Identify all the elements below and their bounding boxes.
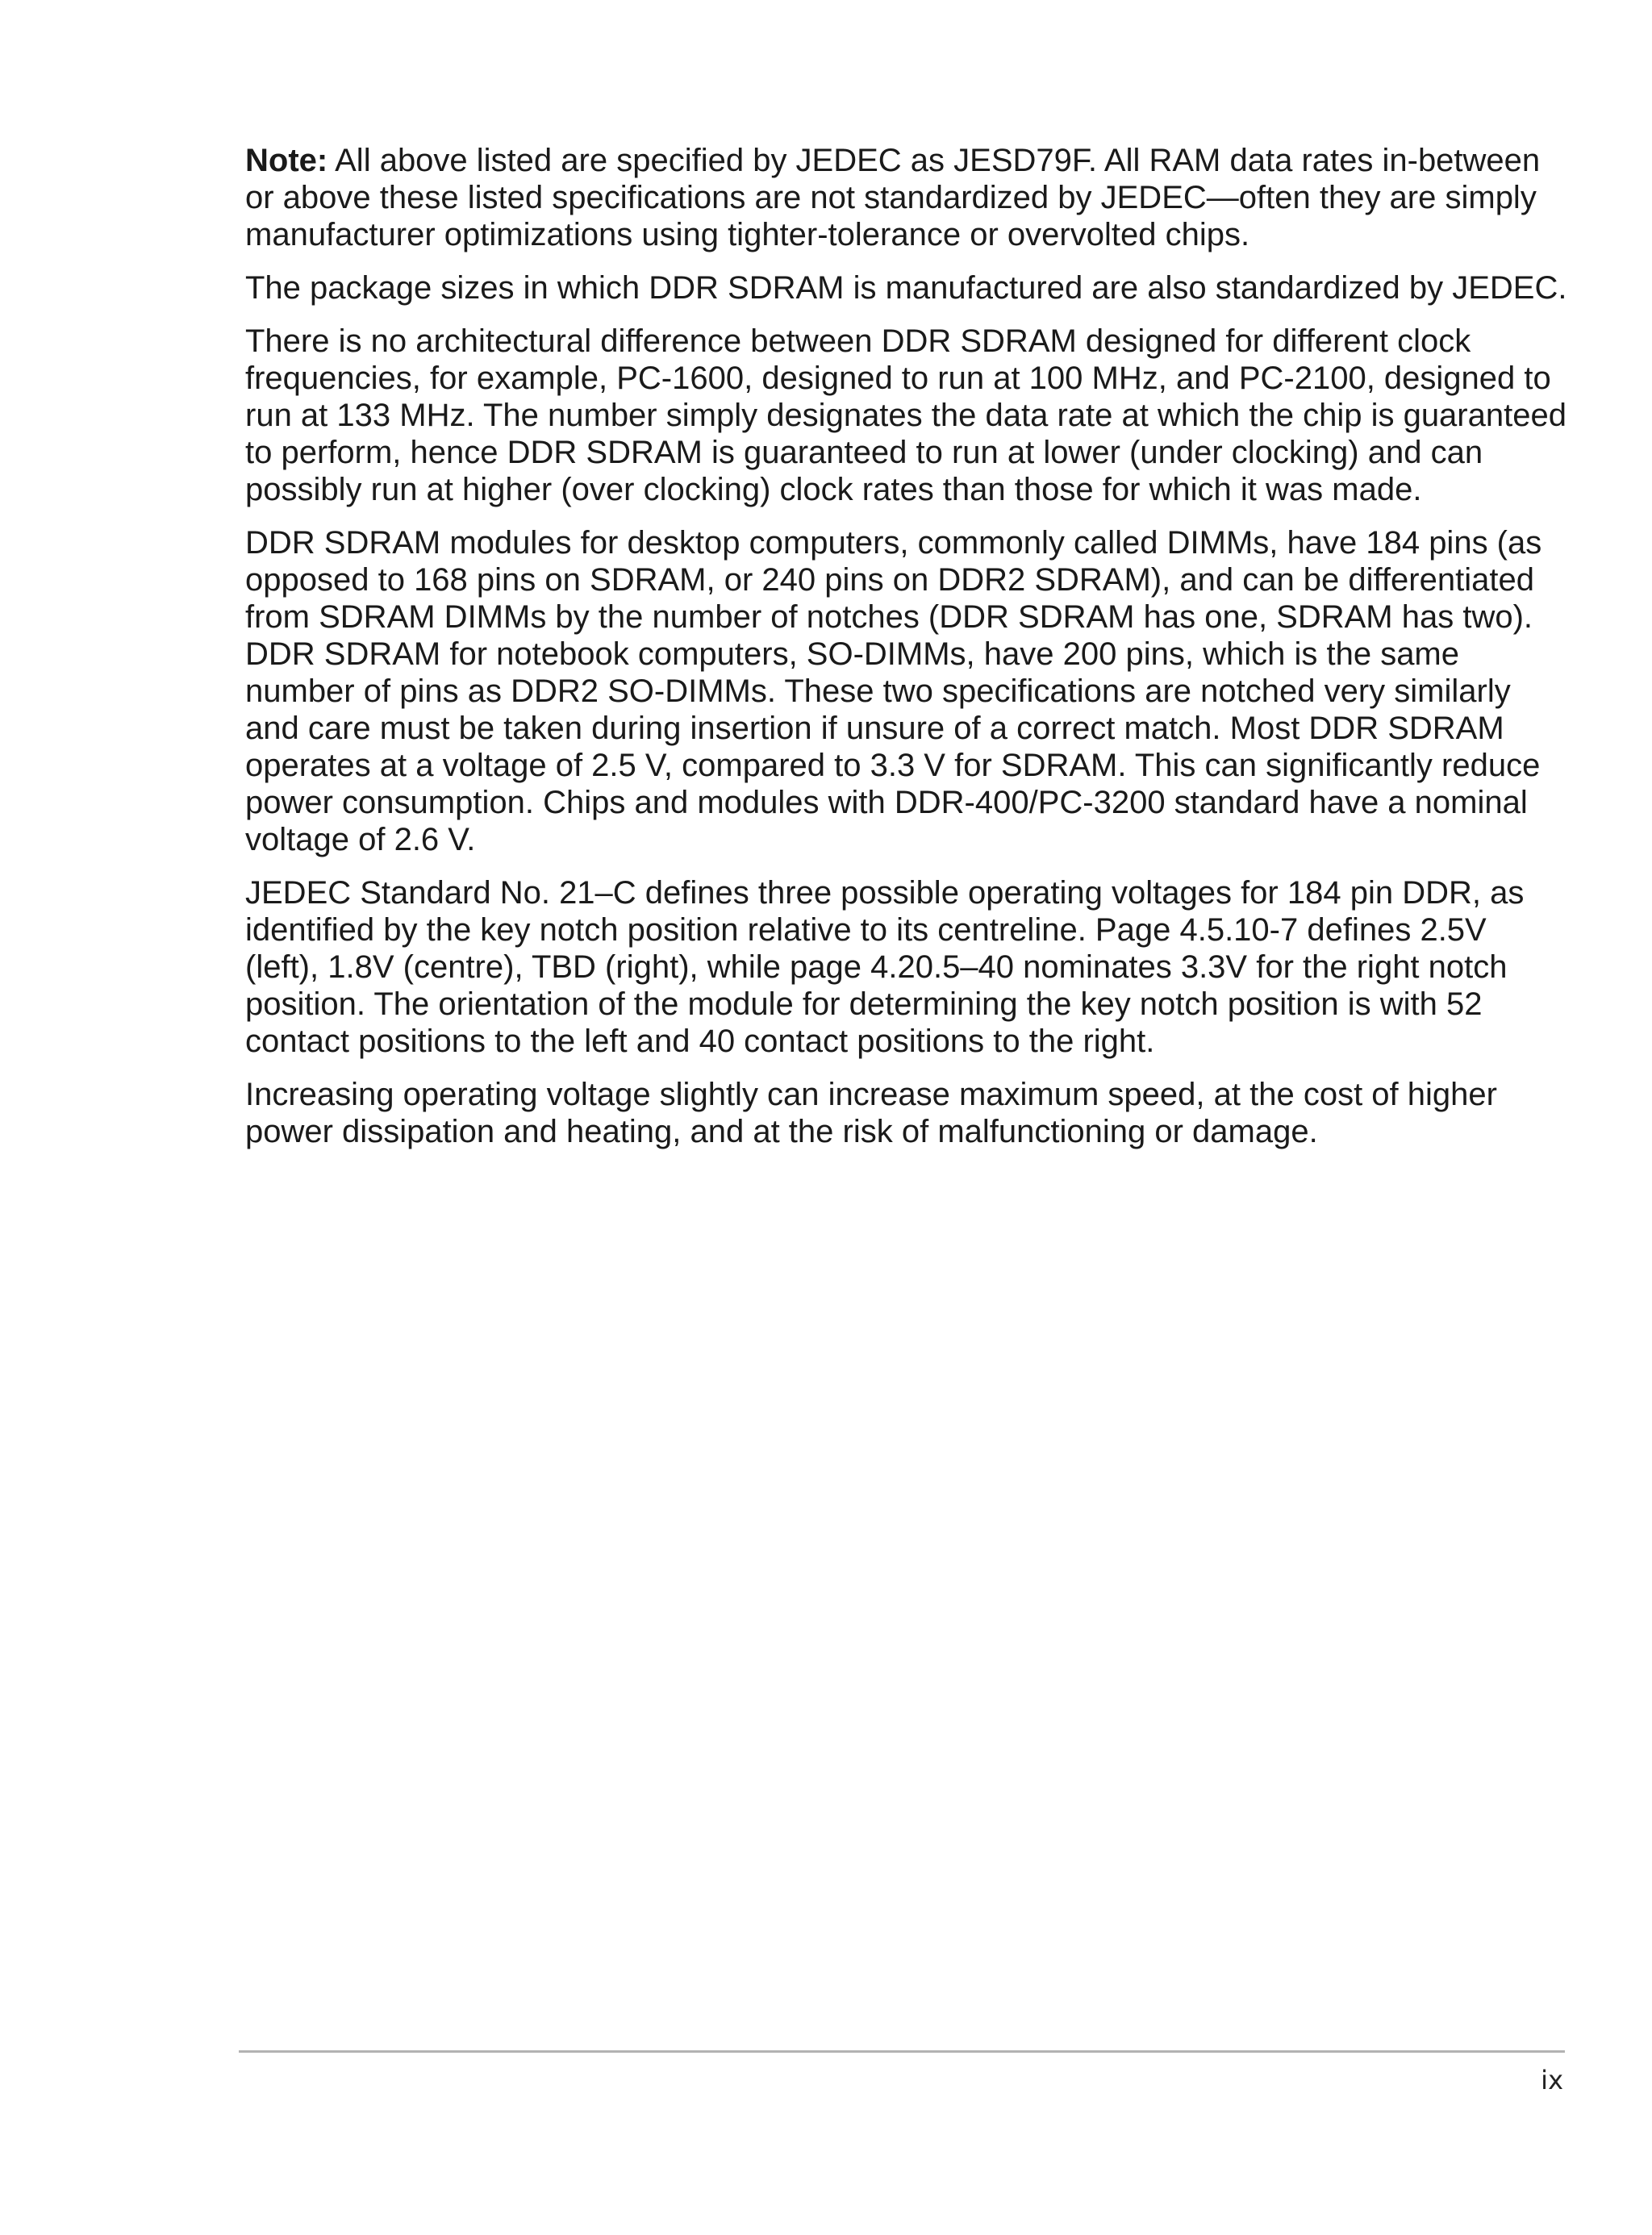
note-paragraph [245,142,1568,253]
paragraph-modules: DDR SDRAM modules for desktop computers, commonly called DIMMs, have 184 pins (as opposed to 168 pins on SDRAM, or 240 pins on DDR2 SDRAM), and can be differentiated from SDRAM DIMMs by the number of notches (DDR SDRAM has one, SDRAM has two). DDR SDRAM for notebook computers, SO-DIMMs, have 200 pins, which is the same number of pins as DDR2 SO-DIMMs. These two specifications are notched very similarly and care must be taken during insertion if unsure of a correct match. Most DDR SDRAM operates at a voltage of 2.5 V, compared to 3.3 V for SDRAM. This can significantly reduce power consumption. Chips and modules with DDR-400/PC-3200 standard have a nominal voltage of 2.6 V. [245,525,1542,857]
page-number: ix [1541,2065,1563,2095]
page-body [245,142,1568,1166]
note-text: All above listed are specified by JEDEC as JESD79F. All RAM data rates in-between or above these listed specifications are not standardized by JEDEC—often they are simply manufacturer optimizations using tighter-tolerance or overvolted chips. [245,143,1541,252]
note-label: Note: [245,143,328,178]
paragraph-jedec-voltages: JEDEC Standard No. 21–C defines three possible operating voltages for 184 pin DDR, as identified by the key notch position relative to its centreline. Page 4.5.10-7 defines 2.5V (left), 1.8V (centre), TBD (right), while page 4.20.5–40 nominates 3.3V for the right notch position. The orientation of the module for determining the key notch position is with 52 contact positions to the left and 40 contact positions to the right. [245,875,1525,1059]
footer-divider [239,2050,1565,2053]
paragraph-architecture: There is no architectural difference between DDR SDRAM designed for different clock frequencies, for example, PC-1600, designed to run at 100 MHz, and PC-2100, designed to run at 133 MHz. The number simply designates the data rate at which the chip is guaranteed to perform, hence DDR SDRAM is guaranteed to run at lower (under clocking) and can possibly run at higher (over clocking) clock rates than those for which it was made. [245,323,1566,507]
paragraph-operating-voltage: Increasing operating voltage slightly can increase maximum speed, at the cost of higher power dissipation and heating, and at the risk of malfunctioning or damage. [245,1077,1497,1149]
paragraph-package-sizes: The package sizes in which DDR SDRAM is manufactured are also standardized by JEDEC. [245,270,1567,306]
